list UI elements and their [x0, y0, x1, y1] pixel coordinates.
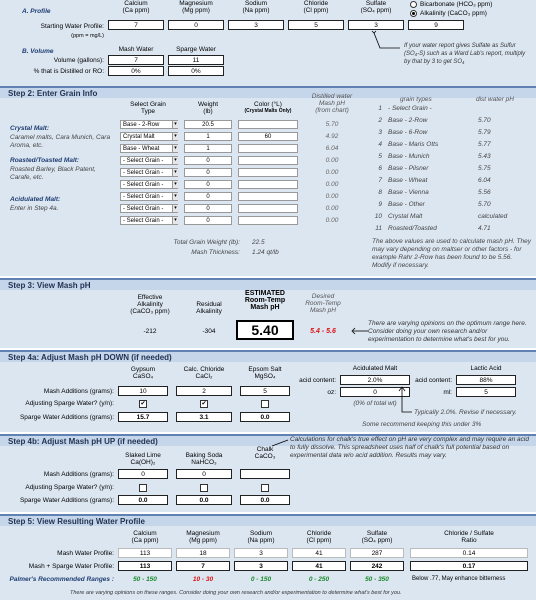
mash-ro-input[interactable]: 0% [108, 66, 164, 76]
adjust-sparge-up-label: Adjusting Sparge Water? (y/n): [25, 484, 114, 491]
grain-ref-name: Crystal Malt [388, 213, 423, 220]
effective-alkalinity-header: Effective Alkalinity (CaCO₃ ppm) [130, 294, 170, 315]
epsom-sparge-checkbox[interactable] [261, 400, 269, 408]
grain-distilled-ph: 0.00 [325, 205, 339, 212]
gypsum-mash-input[interactable]: 10 [118, 386, 168, 396]
chevron-down-icon[interactable]: ▾ [172, 145, 178, 152]
lime-mash-input[interactable]: 0 [118, 469, 168, 479]
mash-additions-label: Mash Additions (grams): [43, 388, 114, 395]
chevron-down-icon[interactable]: ▾ [172, 169, 178, 176]
ml-label: ml: [443, 389, 452, 396]
crystal-malt-desc: Caramel malts, Cara Munich, Cara Aroma, etc. [10, 134, 111, 149]
grain-distilled-ph: 0.00 [325, 157, 339, 164]
grain-ref-number: 8 [378, 189, 382, 196]
effective-alkalinity-value: -212 [143, 328, 157, 335]
grain-color-input[interactable] [238, 216, 298, 225]
grain-color-input[interactable] [238, 204, 298, 213]
grain-select[interactable]: - Select Grain - [120, 156, 178, 165]
grain-weight-input[interactable]: 0 [184, 192, 232, 201]
mash-chloride-value: 41 [292, 548, 346, 558]
step3-header: Step 3: View Mash pH [0, 278, 536, 290]
chalk-sparge-checkbox[interactable] [261, 484, 269, 492]
chevron-down-icon[interactable]: ▾ [172, 205, 178, 212]
grain-color-input[interactable] [238, 144, 298, 153]
sparge-additions-up-label: Sparge Water Additions (grams): [19, 497, 114, 504]
chevron-down-icon[interactable]: ▾ [172, 217, 178, 224]
mash-magnesium-value: 18 [176, 548, 230, 558]
grain-weight-input[interactable]: 0 [184, 216, 232, 225]
ppm-note: (ppm = mg/L) [71, 33, 104, 39]
gypsum-sparge-value: 15.7 [118, 412, 168, 422]
grain-color-input[interactable] [238, 180, 298, 189]
grain-color-input[interactable] [238, 168, 298, 177]
calcium-range: 50 - 150 [133, 576, 157, 583]
grain-select[interactable]: - Select Grain - [120, 180, 178, 189]
result-sulfate-header: Sulfate (SO₄ ppm) [361, 530, 393, 544]
acid-content-label: acid content: [299, 377, 336, 384]
sparge-volume-input[interactable]: 11 [168, 55, 224, 65]
desired-ph-header: Desired Room-Temp Mash pH [305, 293, 341, 314]
total-grain-label: Total Grain Weight (lb): [173, 239, 240, 246]
lime-sparge-checkbox[interactable] [139, 484, 147, 492]
baking-soda-header: Baking Soda NaHCO₃ [185, 452, 223, 466]
residual-alkalinity-value: -304 [202, 328, 216, 335]
grain-ref-number: 7 [378, 177, 382, 184]
chalk-note-arrow [270, 438, 290, 448]
grain-distilled-ph: 0.00 [325, 193, 339, 200]
grain-ref-name: Base - Vienna [388, 189, 429, 196]
soda-sparge-checkbox[interactable] [200, 484, 208, 492]
sparge-additions-label: Sparge Water Additions (grams): [19, 414, 114, 421]
total-sodium-value: 3 [234, 561, 288, 571]
mash-additions-up-label: Mash Additions (grams): [43, 471, 114, 478]
result-sodium-header: Sodium (Na ppm) [247, 530, 275, 544]
lactic-content-label: acid content: [415, 377, 452, 384]
ro-percent-label: % that is Distilled or RO: [33, 68, 104, 75]
grain-color-input[interactable] [238, 120, 298, 129]
epsom-mash-input[interactable]: 5 [240, 386, 290, 396]
crystal-malt-label: Crystal Malt: [10, 125, 50, 132]
grain-weight-input[interactable]: 1 [184, 144, 232, 153]
grain-weight-input[interactable]: 1 [184, 132, 232, 141]
step5-header: Step 5: View Resulting Water Profile [0, 514, 536, 526]
chevron-down-icon[interactable]: ▾ [172, 193, 178, 200]
desired-range-arrow [350, 327, 370, 335]
grain-ref-number: 2 [378, 117, 382, 124]
step2-header: Step 2: Enter Grain Info [0, 86, 536, 98]
soda-mash-input[interactable]: 0 [176, 469, 232, 479]
magnesium-range: 10 - 30 [192, 576, 214, 583]
estimated-ph-header: ESTIMATED Room-Temp Mash pH [244, 290, 286, 311]
grain-ref-number: 10 [374, 213, 382, 220]
grain-ref-ph: 5.77 [478, 141, 491, 148]
grain-ref-name: Base - Munich [388, 153, 430, 160]
grain-ref-number: 4 [378, 141, 382, 148]
total-ratio-value: 0.17 [410, 561, 528, 571]
color-header: Color (°L) (Crystal Malts Only) [244, 101, 292, 114]
roasted-malt-desc: Roasted Barley, Black Patent, Carafe, etc. [10, 166, 96, 181]
starting-profile-label: Starting Water Profile: [40, 23, 104, 30]
grain-ref-ph: 4.71 [478, 225, 491, 232]
grain-color-input[interactable]: 60 [238, 132, 298, 141]
grain-select[interactable]: - Select Grain - [120, 204, 178, 213]
grain-select[interactable]: Crystal Malt [120, 132, 178, 141]
acidulated-malt-header: Acidulated Malt [352, 365, 398, 372]
volume-label: Volume (gallons): [53, 57, 104, 64]
acid-malt-typical-note: Typically 2.0%. Revise if necessary. [414, 409, 517, 416]
chalk-mash-input[interactable] [240, 469, 290, 479]
col-magnesium-header: Magnesium (Mg ppm) [179, 0, 213, 14]
mash-sparge-profile-label: Mash + Sparge Water Profile: [28, 563, 114, 570]
bicarbonate-label: Bicarbonate (HCO₃ ppm) [420, 1, 493, 8]
weight-header: Weight (lb) [197, 101, 219, 115]
chevron-down-icon[interactable]: ▾ [172, 121, 178, 128]
grain-ref-ph: 5.56 [478, 189, 491, 196]
bicarbonate-radio[interactable] [410, 1, 417, 8]
grain-ref-name: Roasted/Toasted [388, 225, 437, 232]
acid-malt-percent-note: (0% of total wt) [353, 400, 397, 407]
sodium-input[interactable]: 3 [228, 20, 284, 30]
mash-calcium-value: 113 [118, 548, 172, 558]
grain-select[interactable]: Base - 2-Row [120, 120, 178, 129]
chloride-input[interactable]: 5 [288, 20, 344, 30]
acid-malt-recommend-note: Some recommend keeping this under 3% [362, 421, 482, 428]
epsom-sparge-value: 0.0 [240, 412, 290, 422]
grain-ref-number: 11 [375, 225, 382, 232]
grain-ref-name: Base - 2-Row [388, 117, 428, 124]
col-sodium-header: Sodium (Na ppm) [242, 0, 270, 14]
sulfate-input[interactable]: 3 [348, 20, 404, 30]
grain-ref-name: Base - Maris Otts [388, 141, 439, 148]
grain-ref-ph: 5.43 [478, 153, 491, 160]
mash-ratio-value: 0.14 [410, 548, 528, 558]
grain-ref-ph: calculated [478, 213, 508, 220]
epsom-salt-header: Epsom Salt MgSO₄ [248, 366, 282, 380]
grain-distilled-ph: 6.04 [325, 145, 339, 152]
soda-sparge-value: 0.0 [176, 495, 232, 505]
grain-weight-input[interactable]: 0 [184, 204, 232, 213]
lactic-ml-input[interactable]: 5 [456, 387, 516, 397]
grain-color-input[interactable] [238, 156, 298, 165]
volume-section-label: B. Volume [22, 48, 54, 55]
grain-ref-name: - Select Grain - [388, 105, 432, 112]
grain-ref-number: 5 [378, 153, 382, 160]
lime-sparge-value: 0.0 [118, 495, 168, 505]
grain-select[interactable]: - Select Grain - [120, 216, 178, 225]
step4b-header: Step 4b: Adjust Mash pH UP (if needed) [0, 434, 536, 446]
grain-ref-number: 3 [378, 129, 382, 136]
grain-distilled-ph: 0.00 [325, 169, 339, 176]
chalk-note: Calculations for chalk's true effect on pH are very complex and may require an acid to fully dissolve. This spreadsheet uses half of chalk's full potential based on experimental data w/o acid addition. Results may vary. [290, 436, 529, 459]
alkalinity-input[interactable]: 9 [408, 20, 464, 30]
grain-ref-name: Base - Wheat [388, 177, 428, 184]
dist-water-ph-header: dist water pH [476, 96, 514, 103]
mash-profile-label: Mash Water Profile: [57, 550, 114, 557]
ph-range-note: There are varying opinions on the optimum range here. Consider doing your own research and/or experimentation to determine what's best for you. [368, 320, 527, 343]
chloride-range: 0 - 250 [308, 576, 330, 583]
mash-volume-input[interactable]: 7 [108, 55, 164, 65]
lactic-content-input[interactable]: 88% [456, 375, 516, 385]
grain-select[interactable]: - Select Grain - [120, 192, 178, 201]
adjust-sparge-label: Adjusting Sparge Water? (y/n): [25, 400, 114, 407]
grain-weight-input[interactable]: 0 [184, 180, 232, 189]
grain-select[interactable]: - Select Grain - [120, 168, 178, 177]
oz-label: oz: [327, 389, 336, 396]
grain-color-input[interactable] [238, 192, 298, 201]
grain-distilled-ph: 0.00 [325, 181, 339, 188]
total-sulfate-value: 242 [350, 561, 404, 571]
grain-ref-name: Base - Other [388, 201, 425, 208]
sparge-ro-input[interactable]: 0% [168, 66, 224, 76]
desired-ph-range: 5.4 - 5.6 [310, 328, 336, 335]
result-chloride-header: Chloride (Cl ppm) [306, 530, 332, 544]
calcium-chloride-header: Calc. Chloride CaCl₂ [183, 366, 225, 380]
chevron-down-icon[interactable]: ▾ [172, 181, 178, 188]
mash-water-header: Mash Water [118, 46, 154, 53]
mash-thickness-value: 1.24 qt/lb [252, 249, 279, 256]
grain-distilled-ph: 5.70 [325, 121, 339, 128]
grain-weight-input[interactable]: 0 [184, 156, 232, 165]
grain-ref-number: 6 [378, 165, 382, 172]
ranges-footnote: There are varying opinions on these ranges. Consider doing your own research and/or experimentation to determine what's best for you. [70, 590, 402, 596]
calcium-input[interactable]: 7 [108, 20, 164, 30]
total-calcium-value: 113 [118, 561, 172, 571]
chalk-header: Chalk CaCO₃ [254, 446, 276, 460]
result-magnesium-header: Magnesium (Mg ppm) [186, 530, 220, 544]
select-grain-header: Select Grain Type [130, 101, 166, 115]
grain-ref-name: Base - Pilsner [388, 165, 429, 172]
acidulated-malt-label: Acidulated Malt: [10, 196, 61, 203]
magnesium-input[interactable]: 0 [168, 20, 224, 30]
sparge-water-header: Sparge Water [176, 46, 216, 53]
grain-ref-name: Base - 6-Row [388, 129, 428, 136]
grain-ref-ph: 6.04 [478, 177, 491, 184]
distilled-ph-header: Distilled water Mash pH (from chart) [311, 93, 353, 114]
grain-reference-note: The above values are used to calculate mash pH. They may vary depending on maltser or other factors - for example Rahr 2-Row has been found to be 5.56. Modify if necessary. [372, 238, 531, 269]
alkalinity-label: Alkalinity (CaCO₃ ppm) [420, 10, 487, 17]
total-magnesium-value: 7 [176, 561, 230, 571]
col-sulfate-header: Sulfate (SO₄ ppm) [360, 0, 392, 14]
sulfate-range: 50 - 350 [365, 576, 389, 583]
grain-ref-ph: 5.70 [478, 117, 491, 124]
cacl-sparge-value: 3.1 [176, 412, 232, 422]
result-calcium-header: Calcium (Ca ppm) [131, 530, 159, 544]
gypsum-sparge-checkbox[interactable]: ✔ [140, 401, 146, 407]
grain-distilled-ph: 0.00 [325, 217, 339, 224]
mash-sulfate-value: 287 [350, 548, 404, 558]
grain-weight-input[interactable]: 0 [184, 168, 232, 177]
chevron-down-icon[interactable]: ▾ [172, 133, 178, 140]
gypsum-header: Gypsum CaSO₄ [130, 366, 156, 380]
grain-weight-input[interactable]: 20.5 [184, 120, 232, 129]
profile-section-label: A. Profile [22, 8, 51, 15]
acidulated-malt-desc: Enter in Step 4a. [10, 205, 59, 212]
sulfate-note: If your water report gives Sulfate as Sulfur (SO₄-S) such as a Ward Lab's report, multiply by that by 3 to get SO₄ [404, 43, 526, 65]
lactic-acid-header: Lactic Acid [470, 365, 502, 372]
mash-thickness-label: Mash Thickness: [191, 249, 240, 256]
grain-ref-number: 9 [378, 201, 382, 208]
grain-select[interactable]: Base - Wheat [120, 144, 178, 153]
col-chloride-header: Chloride (Cl ppm) [303, 0, 329, 14]
total-chloride-value: 41 [292, 561, 346, 571]
estimated-ph-value: 5.40 [236, 320, 294, 340]
roasted-malt-label: Roasted/Toasted Malt: [10, 157, 80, 164]
total-grain-value: 22.5 [252, 239, 265, 246]
slaked-lime-header: Slaked Lime Ca(OH)₂ [125, 452, 161, 466]
grain-ref-ph: 5.75 [478, 165, 491, 172]
sodium-range: 0 - 150 [250, 576, 272, 583]
cacl-mash-input[interactable]: 2 [176, 386, 232, 396]
cacl-sparge-checkbox[interactable]: ✔ [201, 401, 207, 407]
grain-ref-ph: 5.70 [478, 201, 491, 208]
ratio-range: Below .77, May enhance bitterness [412, 576, 506, 582]
sulfate-note-arrow [370, 30, 404, 50]
grain-ref-ph: 5.79 [478, 129, 491, 136]
residual-alkalinity-header: Residual Alkalinity [196, 301, 222, 315]
grain-types-header: grain types [400, 96, 432, 103]
acid-malt-oz-input[interactable]: 0 [340, 387, 410, 397]
step4a-header: Step 4a: Adjust Mash pH DOWN (if needed) [0, 350, 536, 362]
grain-distilled-ph: 4.92 [325, 133, 339, 140]
grain-ref-number: 1 [378, 105, 382, 112]
chalk-sparge-value: 0.0 [240, 495, 290, 505]
col-calcium-header: Calcium (Ca ppm) [122, 0, 150, 14]
acid-malt-content-input[interactable]: 2.0% [340, 375, 410, 385]
chevron-down-icon[interactable]: ▾ [172, 157, 178, 164]
palmer-ranges-label: Palmer's Recommended Ranges : [9, 576, 114, 583]
alkalinity-radio[interactable] [410, 10, 417, 17]
mash-sodium-value: 3 [234, 548, 288, 558]
result-ratio-header: Chloride / Sulfate Ratio [444, 530, 494, 544]
